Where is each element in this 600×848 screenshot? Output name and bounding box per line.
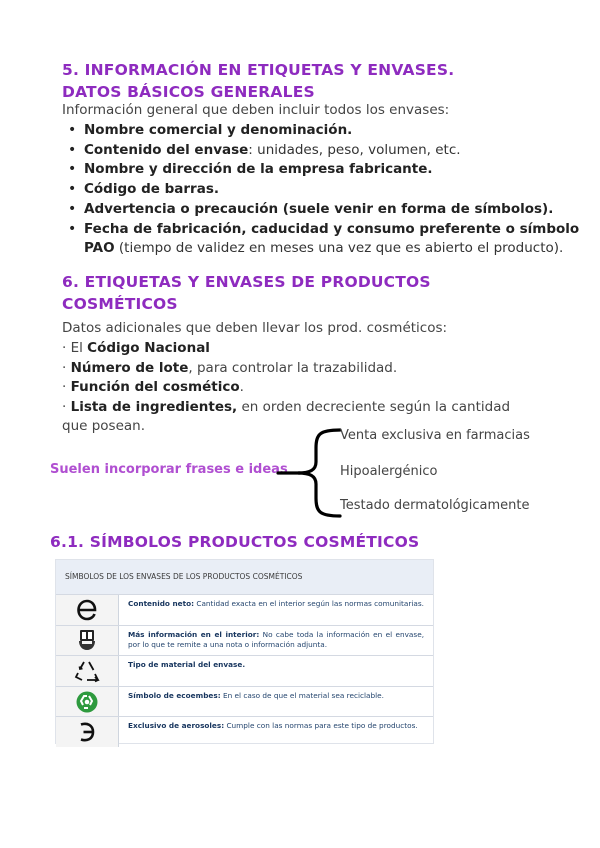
section-5-subtitle: DATOS BÁSICOS GENERALES	[62, 83, 315, 101]
list-item: · Función del cosmético.	[62, 379, 244, 395]
list-item: • Fecha de fabricación, caducidad y consumo preferente o símbolo	[68, 220, 579, 240]
table-row: Símbolo de ecoembes: En el caso de que el material sea reciclable.	[56, 686, 433, 717]
table-header: SÍMBOLOS DE LOS ENVASES DE LOS PRODUCTOS COSMÉTICOS	[56, 560, 433, 594]
hand-book-icon	[75, 628, 99, 652]
recycle-triangle-icon	[74, 659, 100, 683]
section-5-intro: Información general que deben incluir todos los envases:	[62, 102, 450, 118]
table-row: Exclusivo de aerosoles: Cumple con las normas para este tipo de productos.	[56, 716, 433, 747]
list-item: · El Código Nacional	[62, 340, 210, 356]
reversed-epsilon-icon	[75, 720, 99, 744]
table-row: Más información en el interior: No cabe toda la información en el envase, por lo que te remite a una nota o información adjunta.	[56, 625, 433, 656]
section-6-1-title: 6.1. SÍMBOLOS PRODUCTOS COSMÉTICOS	[50, 533, 420, 551]
estimated-e-icon	[74, 597, 100, 623]
curly-brace-icon	[276, 426, 342, 520]
section-6-title: 6. ETIQUETAS Y ENVASES DE PRODUCTOS	[62, 273, 431, 291]
phrase-item: Testado dermatológicamente	[340, 498, 530, 513]
list-item: • Contenido del envase: unidades, peso, volumen, etc.	[68, 141, 579, 161]
section-6-title-line2: COSMÉTICOS	[62, 295, 178, 313]
section-5-title: 5. INFORMACIÓN EN ETIQUETAS Y ENVASES.	[62, 61, 455, 79]
ecoembes-recycle-icon	[75, 690, 99, 714]
phrase-item: Venta exclusiva en farmacias	[340, 428, 530, 443]
cosmetic-data-list	[62, 339, 532, 437]
phrases-label: Suelen incorporar frases e ideas	[50, 462, 288, 477]
list-item: · Lista de ingredientes, en orden decreciente según la cantidad que posean.	[62, 398, 511, 434]
list-item: • Advertencia o precaución (suele venir en forma de símbolos).	[68, 200, 579, 220]
list-item: · Número de lote, para controlar la trazabilidad.	[62, 359, 398, 376]
phrase-item: Hipoalergénico	[340, 464, 438, 479]
cosmetic-symbols-table	[55, 559, 434, 744]
list-item: • Código de barras.	[68, 180, 579, 200]
table-row: Tipo de material del envase.	[56, 655, 433, 686]
list-item: • Nombre y dirección de la empresa fabricante.	[68, 160, 579, 180]
table-row: Contenido neto: Cantidad exacta en el interior según las normas comunitarias.	[56, 594, 433, 625]
list-item-continuation: PAO (tiempo de validez en meses una vez que es abierto el producto).	[84, 240, 564, 257]
basic-data-list	[68, 121, 579, 259]
section-6-intro: Datos adicionales que deben llevar los prod. cosméticos:	[62, 320, 448, 336]
list-item: • Nombre comercial y denominación.	[68, 121, 579, 141]
